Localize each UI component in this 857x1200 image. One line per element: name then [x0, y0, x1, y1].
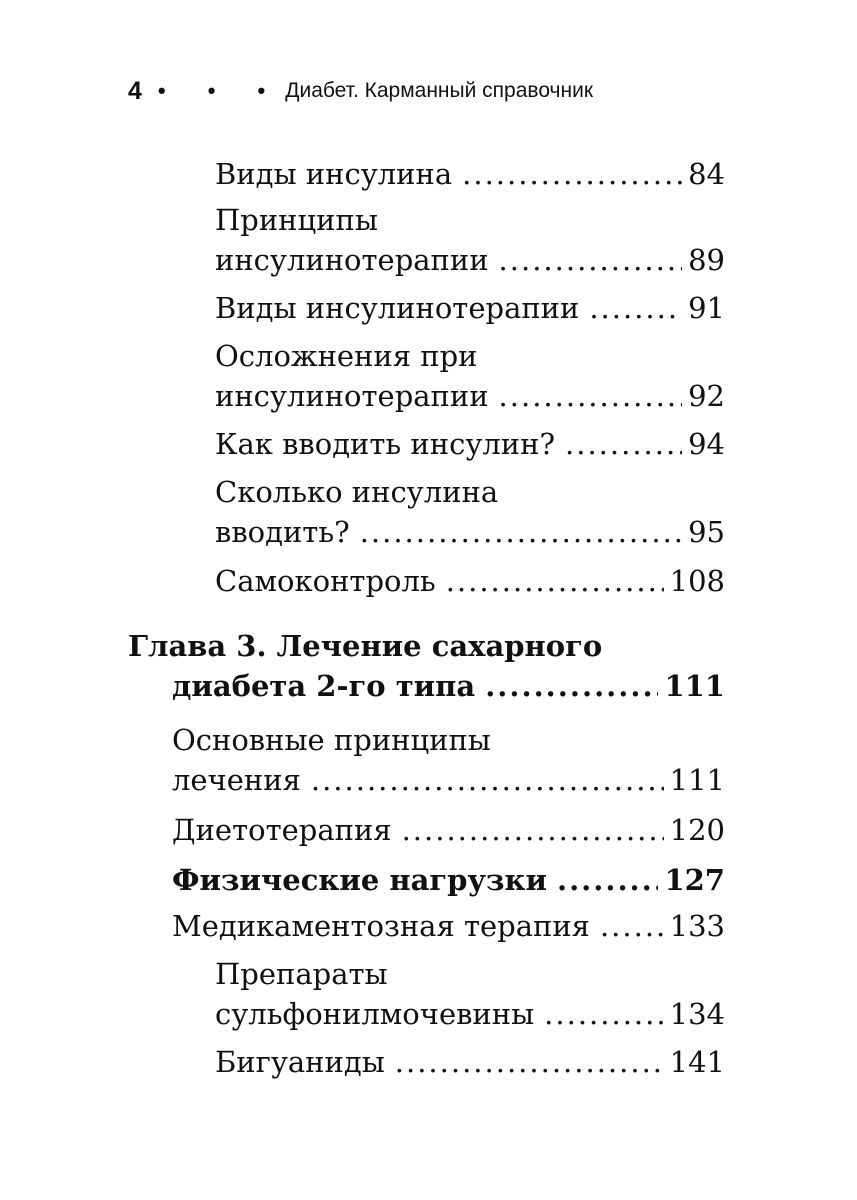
dot-leader: [499, 240, 683, 280]
toc-entry-title-cont: инсулинотерапии: [215, 379, 489, 413]
toc-entry-title: Препараты: [215, 957, 388, 991]
toc-entry-title: Как вводить инсулин?: [215, 427, 556, 461]
toc-entry-sulfonylureas: [215, 954, 725, 1034]
toc-page-number: 95: [688, 515, 725, 549]
toc-entry-title: Физические нагрузки: [172, 863, 547, 897]
chapter-title: Глава 3. Лечение сахарного: [128, 629, 603, 663]
toc-entry-title-cont: сульфонилмочевины: [215, 997, 535, 1031]
dot-leader: [462, 154, 682, 194]
toc-entry-title: Виды инсулина: [215, 157, 453, 191]
dot-leader: [446, 561, 664, 601]
dot-leader: [499, 376, 683, 416]
dot-leader: [565, 424, 682, 464]
toc-page-number: 127: [664, 863, 725, 897]
toc-entry-insulin-therapy-principles: [215, 200, 725, 280]
toc-page-number: 141: [669, 1045, 725, 1079]
toc-page-number: 120: [669, 813, 725, 847]
toc-entry-title: Осложнения при: [215, 339, 478, 373]
dot-leader: [544, 994, 663, 1034]
toc-entry-title: Самоконтроль: [215, 564, 436, 598]
toc-chapter-3: [128, 626, 725, 706]
toc-entry-physical-activity: [172, 860, 725, 900]
dot-leader: [360, 512, 682, 552]
toc-entry-title-cont: вводить?: [215, 515, 350, 549]
toc-entry-insulin-complications: [215, 336, 725, 416]
toc-page-number: 134: [669, 997, 725, 1031]
toc-entry-biguanides: [215, 1042, 725, 1082]
toc-entry-title: Виды инсулинотерапии: [215, 291, 580, 325]
toc-entry-drug-therapy: [172, 906, 725, 946]
toc-page-number: 94: [688, 427, 725, 461]
dot-leader: [395, 1042, 664, 1082]
toc-entry-title-cont: лечения: [172, 763, 301, 797]
toc-entry-insulin-types: [215, 154, 725, 194]
toc-entry-diet-therapy: [172, 810, 725, 850]
toc-page-number: 108: [669, 564, 725, 598]
toc-entry-title: Бигуаниды: [215, 1045, 385, 1079]
toc-entry-title-cont: инсулинотерапии: [215, 243, 489, 277]
toc-entry-title: Основные принципы: [172, 723, 491, 757]
book-title: Диабет. Карманный справочник: [285, 79, 594, 102]
dot-leader: [485, 666, 658, 706]
header-separator: • • •: [157, 78, 284, 103]
toc-page-number: 91: [688, 291, 725, 325]
dot-leader: [600, 906, 664, 946]
dot-leader: [557, 860, 658, 900]
toc-page-number: 92: [688, 379, 725, 413]
toc-entry-how-to-inject: [215, 424, 725, 464]
dot-leader: [311, 760, 664, 800]
toc-entry-title: Медикаментозная терапия: [172, 909, 590, 943]
toc-page-number: 84: [688, 157, 725, 191]
toc-page-number: 89: [688, 243, 725, 277]
page-number: 4: [128, 76, 142, 105]
toc-entry-self-monitoring: [215, 561, 725, 601]
toc-page-number: 133: [669, 909, 725, 943]
toc-entry-treatment-principles: [172, 720, 725, 800]
dot-leader: [589, 288, 682, 328]
toc-page-number: 111: [664, 669, 725, 703]
chapter-title-cont: диабета 2-го типа: [172, 669, 476, 703]
toc-entry-how-much-insulin: [215, 472, 725, 552]
toc-entry-insulin-therapy-types: [215, 288, 725, 328]
toc-entry-title: Принципы: [215, 203, 378, 237]
toc-entry-title: Сколько инсулина: [215, 475, 499, 509]
toc-entry-title: Диетотерапия: [172, 813, 392, 847]
dot-leader: [402, 810, 664, 850]
toc-page-number: 111: [669, 763, 725, 797]
